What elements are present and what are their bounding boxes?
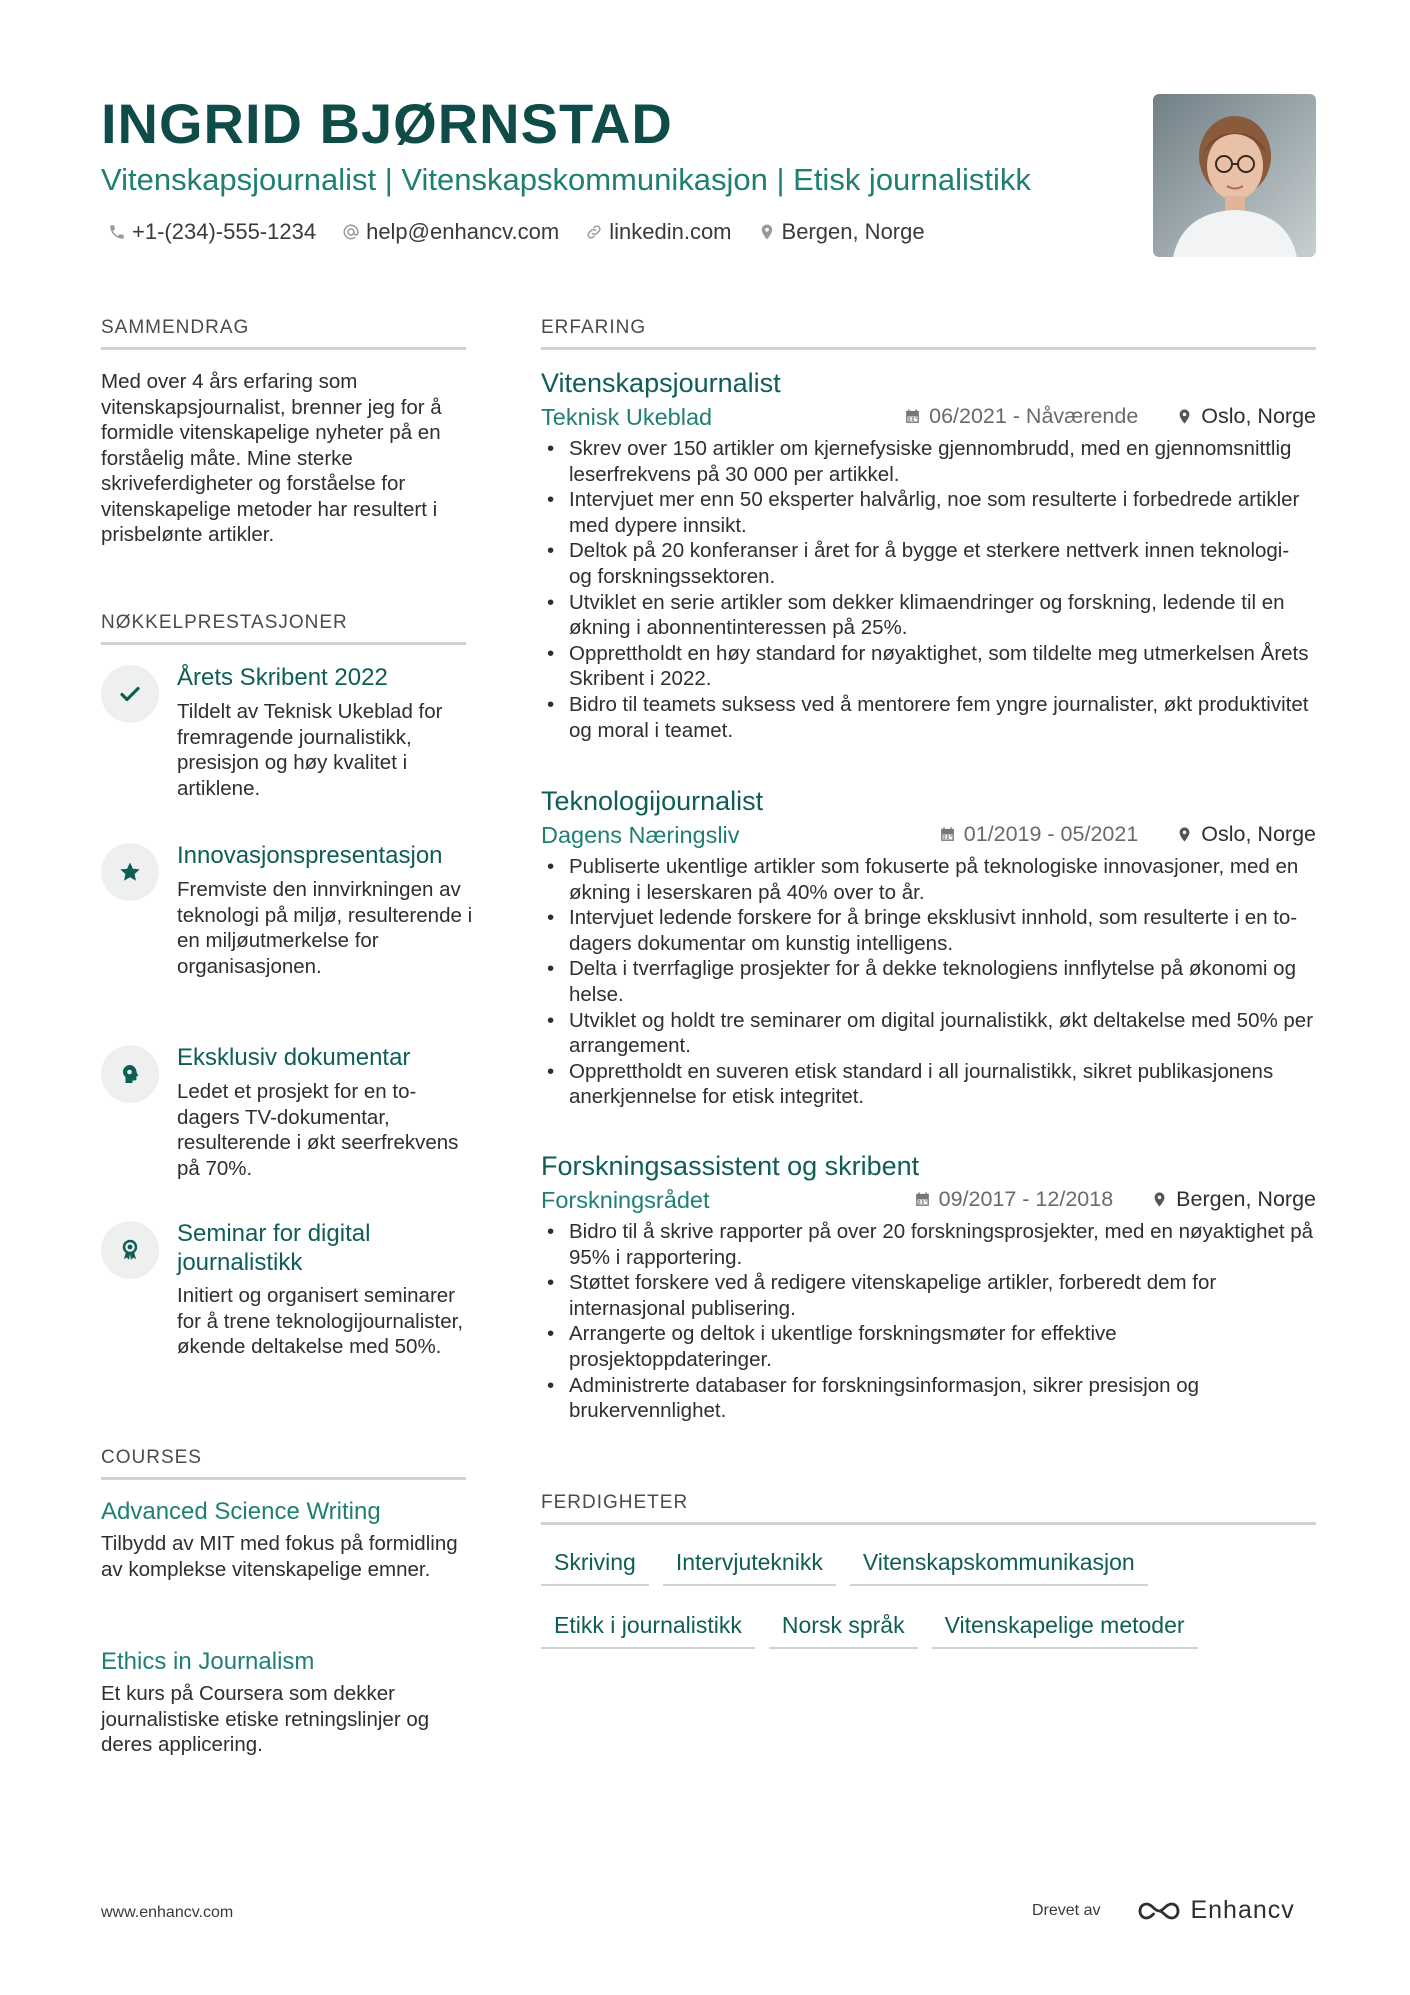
candidate-name: INGRID BJØRNSTAD — [101, 92, 673, 155]
achievement-desc: Ledet et prosjekt for en to-dagers TV-dokumentar, resulterende i økt seerfrekvens på 70%. — [177, 1080, 459, 1180]
job-title: Vitenskapsjournalist — [541, 368, 781, 398]
company-name: Forskningsrådet — [541, 1187, 710, 1213]
link-icon — [585, 223, 603, 241]
skill-tag: Vitenskapskommunikasjon — [850, 1543, 1148, 1586]
company-name: Dagens Næringsliv — [541, 822, 740, 848]
enhancv-logo-icon — [1136, 1899, 1182, 1923]
job-dates: 06/2021 - Nåværende — [929, 404, 1139, 428]
achievements-heading: NØKKELPRESTASJONER — [101, 612, 466, 645]
job-entry — [541, 1149, 1316, 1424]
bullet-item: • Støttet forskere ved å redigere vitenskapelige artikler, forberedt dem for internasjonal publisering. — [541, 1270, 1316, 1321]
calendar-icon — [939, 826, 956, 843]
head-brain-icon — [101, 1045, 159, 1103]
candidate-title: Vitenskapsjournalist | Vitenskapskommunikasjon | Etisk journalistikk — [101, 162, 1031, 197]
achievement-desc: Tildelt av Teknisk Ukeblad for fremragende journalistikk, presisjon og høy kvalitet i artiklene. — [177, 700, 443, 800]
contact-bar — [108, 219, 925, 245]
bullet-item: • Opprettholdt en suveren etisk standard i all journalistikk, sikret publikasjonens anerkjennelse for etisk integritet. — [541, 1059, 1316, 1110]
course-item — [101, 1647, 466, 1758]
summary-heading: SAMMENDRAG — [101, 317, 466, 350]
job-bullets — [541, 854, 1316, 1110]
bullet-item: • Bidro til teamets suksess ved å mentorere fem yngre journalister, økt produktivitet og moral i teamet. — [541, 692, 1316, 743]
check-icon — [101, 665, 159, 723]
contact-linkedin[interactable] — [585, 219, 731, 245]
location-text: Bergen, Norge — [781, 219, 925, 244]
calendar-icon — [904, 408, 921, 425]
contact-location — [758, 219, 925, 245]
bullet-item: • Utviklet en serie artikler som dekker klimaendringer og forskning, ledende til en økning i abonnentinteressen på 25%. — [541, 590, 1316, 641]
course-desc: Et kurs på Coursera som dekker journalistiske etiske retningslinjer og deres applicering. — [101, 1682, 430, 1756]
star-icon — [101, 843, 159, 901]
skill-tag: Norsk språk — [769, 1606, 918, 1649]
achievement-desc: Fremviste den innvirkningen av teknologi på miljø, resulterende i en miljøutmerkelse for organisasjonen. — [177, 878, 473, 978]
bullet-item: • Intervjuet ledende forskere for å bringe eksklusivt innhold, som resulterte i en to-dagers dokumentar om kunstig intelligens. — [541, 905, 1316, 956]
location-pin-icon — [1151, 1191, 1168, 1208]
job-meta — [939, 822, 1316, 847]
linkedin-text: linkedin.com — [609, 219, 732, 244]
job-meta — [904, 404, 1316, 429]
profile-photo — [1153, 94, 1316, 257]
bullet-item: • Publiserte ukentlige artikler som fokuserte på teknologiske innovasjoner, med en økning i leserskaren på 40% over to år. — [541, 854, 1316, 905]
location-pin-icon — [758, 223, 776, 241]
company-name: Teknisk Ukeblad — [541, 404, 713, 430]
email-text: help@enhancv.com — [366, 219, 560, 244]
skill-tag: Intervjuteknikk — [663, 1543, 836, 1586]
job-dates: 01/2019 - 05/2021 — [963, 822, 1139, 846]
award-ribbon-icon — [101, 1221, 159, 1279]
at-icon — [342, 223, 360, 241]
brand-name: Enhancv — [1190, 1896, 1295, 1924]
bullet-item: • Administrerte databaser for forskningsinformasjon, sikrer presisjon og brukervennlighet. — [541, 1373, 1316, 1424]
courses-heading: COURSES — [101, 1447, 466, 1480]
skills-heading: FERDIGHETER — [541, 1492, 1316, 1525]
summary-text: Med over 4 års erfaring som vitenskapsjournalist, brenner jeg for å formidle vitenskapelige nyheter på en forståelig måte. Mine sterke skriveferdigheter og forståelse for vitenskapelige metoder har resultert i prisbelønte artikler. — [101, 370, 442, 546]
job-entry — [541, 366, 1316, 743]
course-item — [101, 1497, 466, 1582]
job-entry — [541, 784, 1316, 1110]
job-meta — [914, 1187, 1316, 1212]
skill-tag: Etikk i journalistikk — [541, 1606, 755, 1649]
bullet-item: • Opprettholdt en høy standard for nøyaktighet, som tildelte meg utmerkelsen Årets Skribent i 2022. — [541, 641, 1316, 692]
achievement-desc: Initiert og organisert seminarer for å trene teknologijournalister, økende deltakelse med 50%. — [177, 1284, 464, 1358]
bullet-item: • Arrangerte og deltok i ukentlige forskningsmøter for effektive prosjektoppdateringer. — [541, 1321, 1316, 1372]
skill-tag: Vitenskapelige metoder — [932, 1606, 1198, 1649]
footer-branding — [1032, 1896, 1295, 1925]
job-bullets — [541, 1219, 1316, 1424]
location-pin-icon — [1176, 408, 1193, 425]
achievement-title: Seminar for digital journalistikk — [177, 1220, 371, 1276]
course-desc: Tilbydd av MIT med fokus på formidling av komplekse vitenskapelige emner. — [101, 1532, 458, 1581]
phone-text: +1-(234)-555-1234 — [132, 219, 317, 244]
skill-tag: Skriving — [541, 1543, 649, 1586]
powered-by-text: Drevet av — [1032, 1901, 1101, 1919]
brand-logo[interactable] — [1136, 1896, 1294, 1925]
bullet-item: • Deltok på 20 konferanser i året for å bygge et sterkere nettverk innen teknologi- og forskningssektoren. — [541, 538, 1316, 589]
job-title: Forskningsassistent og skribent — [541, 1151, 920, 1181]
footer-website[interactable]: www.enhancv.com — [101, 1904, 234, 1921]
bullet-item: • Bidro til å skrive rapporter på over 20 forskningsprosjekter, med en nøyaktighet på 95% i rapportering. — [541, 1219, 1316, 1270]
job-location: Bergen, Norge — [1176, 1187, 1316, 1211]
contact-email[interactable] — [342, 219, 559, 245]
course-title: Advanced Science Writing — [101, 1498, 381, 1525]
job-location: Oslo, Norge — [1201, 822, 1316, 846]
bullet-item: • Delta i tverrfaglige prosjekter for å dekke teknologiens innflytelse på økonomi og helse. — [541, 956, 1316, 1007]
skills-list — [541, 1543, 1316, 1649]
achievement-title: Innovasjonspresentasjon — [177, 842, 443, 869]
bullet-item: • Utviklet og holdt tre seminarer om digital journalistikk, økt deltakelse med 50% per arrangement. — [541, 1008, 1316, 1059]
achievement-title: Årets Skribent 2022 — [177, 664, 388, 691]
achievement-title: Eksklusiv dokumentar — [177, 1044, 411, 1071]
course-title: Ethics in Journalism — [101, 1648, 315, 1675]
job-dates: 09/2017 - 12/2018 — [938, 1187, 1114, 1211]
bullet-item: • Skrev over 150 artikler om kjernefysiske gjennombrudd, med en gjennomsnittlig leserfrekvens på 30 000 per artikkel. — [541, 436, 1316, 487]
calendar-icon — [914, 1191, 931, 1208]
job-bullets — [541, 436, 1316, 743]
phone-icon — [108, 223, 126, 241]
bullet-item: • Intervjuet mer enn 50 eksperter halvårlig, noe som resulterte i forbedrede artikler med dypere innsikt. — [541, 487, 1316, 538]
job-location: Oslo, Norge — [1201, 404, 1316, 428]
contact-phone[interactable] — [108, 219, 316, 245]
job-title: Teknologijournalist — [541, 786, 764, 816]
experience-heading: ERFARING — [541, 317, 1316, 350]
location-pin-icon — [1176, 826, 1193, 843]
